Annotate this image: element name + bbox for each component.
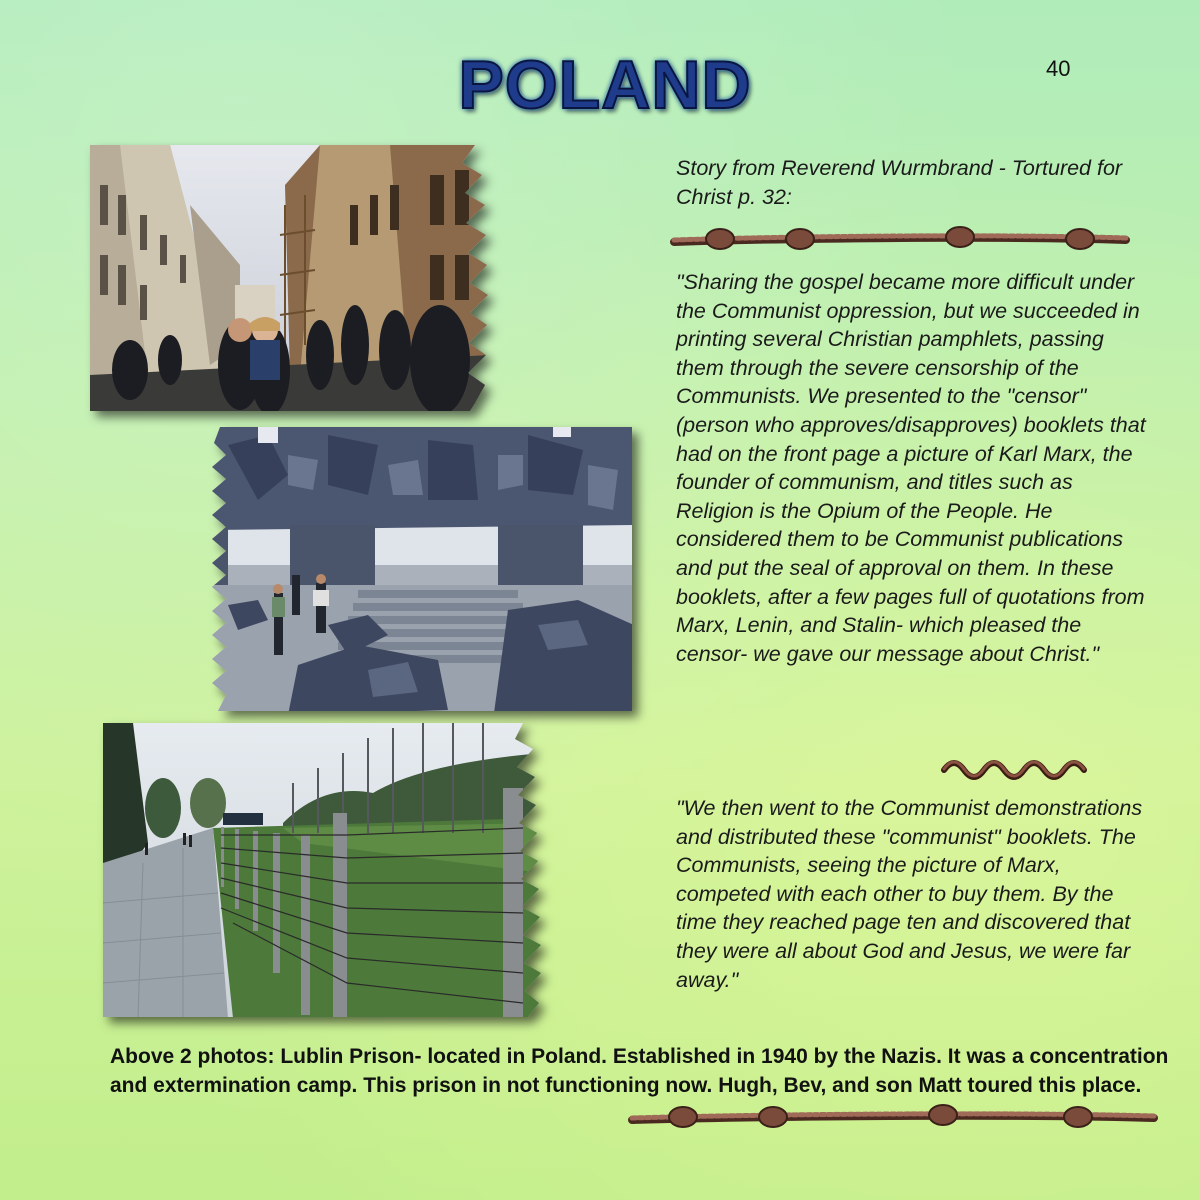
barbed-wire-fence-photo [103, 723, 543, 1018]
rope-divider-bottom [628, 1100, 1158, 1140]
street-scene-photo [90, 145, 490, 413]
page-title: POLAND [458, 47, 752, 123]
wavy-squiggle-ornament [940, 752, 1110, 782]
story-heading-text: Story from Reverend Wurmbrand - Tortured for Christ p. 32: [676, 156, 1123, 209]
story-heading [676, 154, 1146, 211]
photo-caption: Above 2 photos: Lublin Prison- located in Poland. Established in 1940 by the Nazis. It was a concentration and extermination camp. This prison in not functioning now. Hugh, Bev, and son Matt toured this place. [110, 1045, 1169, 1097]
story-paragraph-1 [676, 268, 1146, 668]
rope-divider-top [670, 222, 1130, 262]
story-paragraph-1-text: "Sharing the gospel became more difficult under the Communist oppression, but we succeeded in printing several Christian pamphlets, passing them through the severe censorship of the Communists. We presented to the "censor" (person who approves/disapproves) booklets that had on the front page a picture of Karl Marx, the founder of communism, and titles such as Religion is the Opium of the People. He considered them to be Communist publications and put the seal of approval on them. In these booklets, after a few pages full of quotations from Marx, Lenin, and Stalin- which pleased the censor- we gave our message about Christ." [676, 270, 1146, 666]
stone-memorial-photo [208, 425, 634, 713]
page-number: 40 [1046, 56, 1071, 81]
story-paragraph-2 [676, 794, 1146, 994]
story-paragraph-2-text: "We then went to the Communist demonstrations and distributed these "communist" booklets. The Communists, seeing the picture of Marx, competed with each other to buy them. By the time they reached page ten and discovered that they were all about God and Jesus, we were far away." [676, 796, 1143, 992]
